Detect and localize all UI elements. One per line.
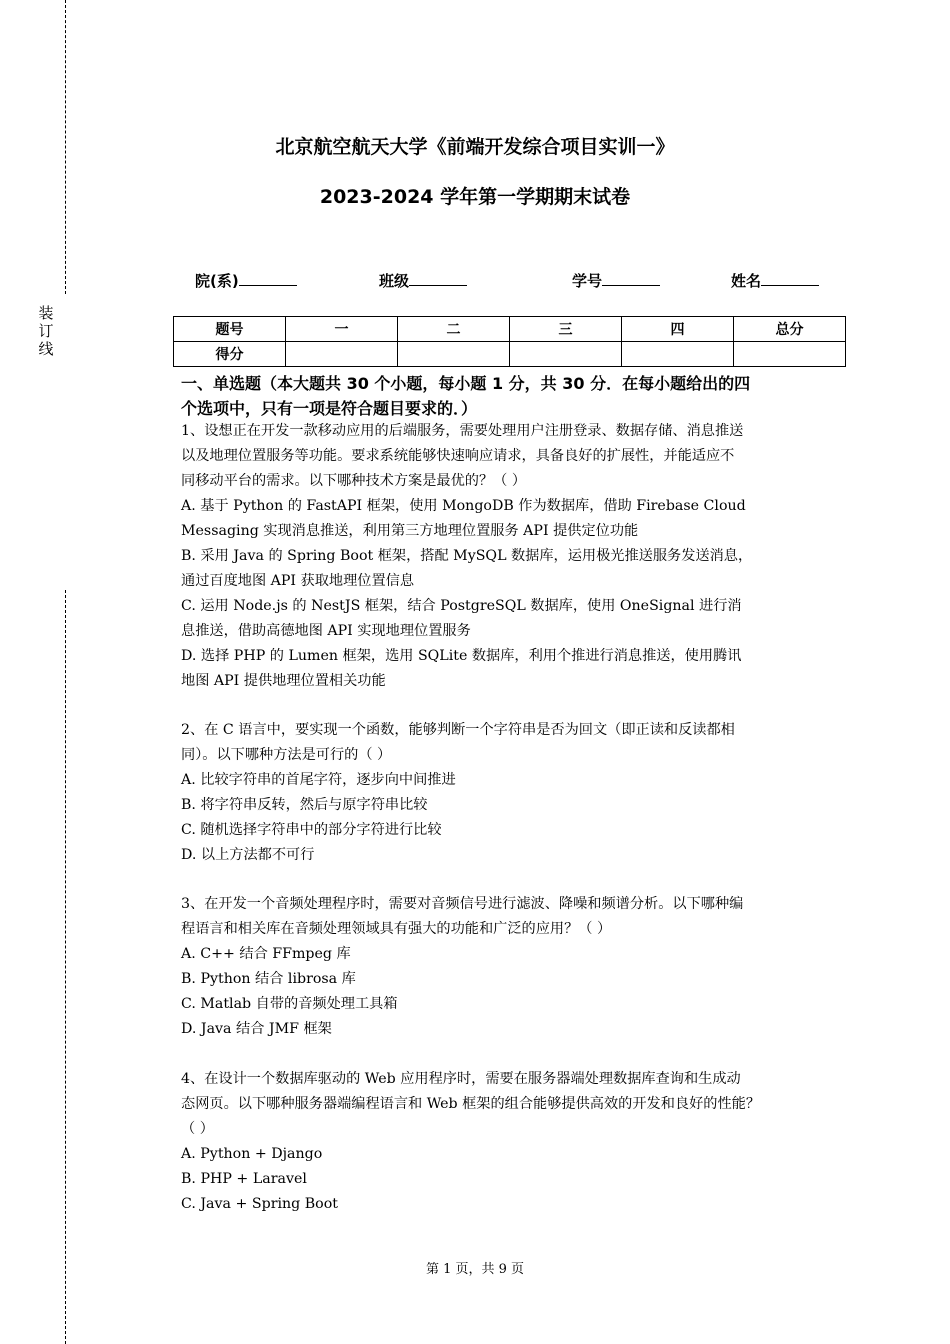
department-field — [195, 270, 297, 291]
name-blank — [761, 271, 819, 286]
score-row-label: 得分 — [174, 342, 286, 367]
option-b: B. 采用 Java 的 Spring Boot 框架，搭配 MySQL 数据库，运用极光推送服务发送消息， — [181, 548, 753, 564]
score-header-cell: 四 — [622, 317, 734, 342]
option-c: C. 运用 Node.js 的 NestJS 框架，结合 PostgreSQL 数据库，使用 OneSignal 进行消 — [181, 598, 742, 614]
score-header-cell: 总分 — [734, 317, 846, 342]
exam-title-line1: 北京航空航天大学《前端开发综合项目实训一》 — [275, 136, 675, 158]
option-b: B. 将字符串反转，然后与原字符串比较 — [181, 797, 428, 813]
class-field — [379, 270, 467, 291]
option-c: C. Matlab 自带的音频处理工具箱 — [181, 996, 398, 1012]
score-cell — [510, 342, 622, 367]
option-c: C. Java + Spring Boot — [181, 1196, 338, 1212]
option-d: D. 选择 PHP 的 Lumen 框架，选用 SQLite 数据库，利用个推进行消息推送，使用腾讯 — [181, 648, 742, 664]
option-a: A. 比较字符串的首尾字符，逐步向中间推进 — [181, 772, 456, 788]
question-3 — [181, 892, 845, 1042]
score-cell — [398, 342, 510, 367]
question-1 — [181, 419, 845, 694]
option-a: A. C++ 结合 FFmpeg 库 — [181, 946, 351, 962]
question-2 — [181, 718, 845, 868]
question-stem: 1、设想正在开发一款移动应用的后端服务，需要处理用户注册登录、数据存储、消息推送 — [181, 423, 744, 439]
question-stem: 同移动平台的需求。以下哪种技术方案是最优的？（ ） — [181, 473, 527, 489]
department-label: 院(系) — [195, 272, 239, 290]
score-header-cell: 三 — [510, 317, 622, 342]
score-header-cell: 二 — [398, 317, 510, 342]
question-4 — [181, 1067, 845, 1217]
page-footer: 第 1 页，共 9 页 — [425, 1262, 525, 1277]
question-stem: 态网页。以下哪种服务器端编程语言和 Web 框架的组合能够提供高效的开发和良好的性能？ — [181, 1096, 761, 1112]
score-header-cell: 题号 — [174, 317, 286, 342]
question-stem: 4、在设计一个数据库驱动的 Web 应用程序时，需要在服务器端处理数据库查询和生成动 — [181, 1071, 741, 1087]
class-blank — [409, 271, 467, 286]
name-label: 姓名 — [731, 272, 762, 290]
option-d-cont: 地图 API 提供地理位置相关功能 — [181, 673, 386, 689]
student-id-label: 学号 — [572, 272, 603, 290]
binding-dashed-line-bottom — [65, 590, 66, 1344]
student-info-row — [0, 270, 950, 290]
binding-label-text: 装 订 线 — [38, 304, 54, 358]
score-table-header-row — [174, 317, 846, 342]
option-b: B. PHP + Laravel — [181, 1171, 307, 1187]
section-heading-line2: 个选项中，只有一项是符合题目要求的．） — [181, 399, 478, 418]
question-stem: 2、在 C 语言中，要实现一个函数，能够判断一个字符串是否为回文（即正读和反读都相 — [181, 722, 735, 738]
question-stem: 以及地理位置服务等功能。要求系统能够快速响应请求，具备良好的扩展性，并能适应不 — [181, 448, 735, 464]
option-c: C. 随机选择字符串中的部分字符进行比较 — [181, 822, 442, 838]
department-blank — [239, 271, 297, 286]
section-heading-line1: 一、单选题（本大题共 30 个小题，每小题 1 分，共 30 分．在每小题给出的四 — [181, 374, 751, 393]
question-stem: 同）。以下哪种方法是可行的（ ） — [181, 747, 392, 763]
option-b-cont: 通过百度地图 API 获取地理位置信息 — [181, 573, 415, 589]
score-cell — [286, 342, 398, 367]
name-field — [731, 270, 819, 291]
option-d: D. 以上方法都不可行 — [181, 847, 315, 863]
score-cell — [734, 342, 846, 367]
question-stem: 程语言和相关库在音频处理领域具有强大的功能和广泛的应用？（ ） — [181, 921, 612, 937]
score-cell — [622, 342, 734, 367]
section-heading — [181, 371, 841, 421]
score-header-cell: 一 — [286, 317, 398, 342]
option-b: B. Python 结合 librosa 库 — [181, 971, 356, 987]
class-label: 班级 — [379, 272, 410, 290]
option-a: A. 基于 Python 的 FastAPI 框架，使用 MongoDB 作为数据库，借助 Firebase Cloud — [181, 498, 746, 514]
exam-title-line2: 2023-2024 学年第一学期期末试卷 — [319, 186, 631, 208]
student-id-blank — [602, 271, 660, 286]
question-stem: 3、在开发一个音频处理程序时，需要对音频信号进行滤波、降噪和频谱分析。以下哪种编 — [181, 896, 744, 912]
option-a: A. Python + Django — [181, 1146, 323, 1162]
option-a-cont: Messaging 实现消息推送，利用第三方地理位置服务 API 提供定位功能 — [181, 523, 639, 539]
question-stem: （ ） — [181, 1121, 214, 1137]
score-table — [173, 316, 846, 367]
score-table-score-row — [174, 342, 846, 367]
option-c-cont: 息推送，借助高德地图 API 实现地理位置服务 — [181, 623, 471, 639]
student-id-field — [572, 270, 660, 291]
option-d: D. Java 结合 JMF 框架 — [181, 1021, 332, 1037]
binding-label — [37, 304, 55, 358]
